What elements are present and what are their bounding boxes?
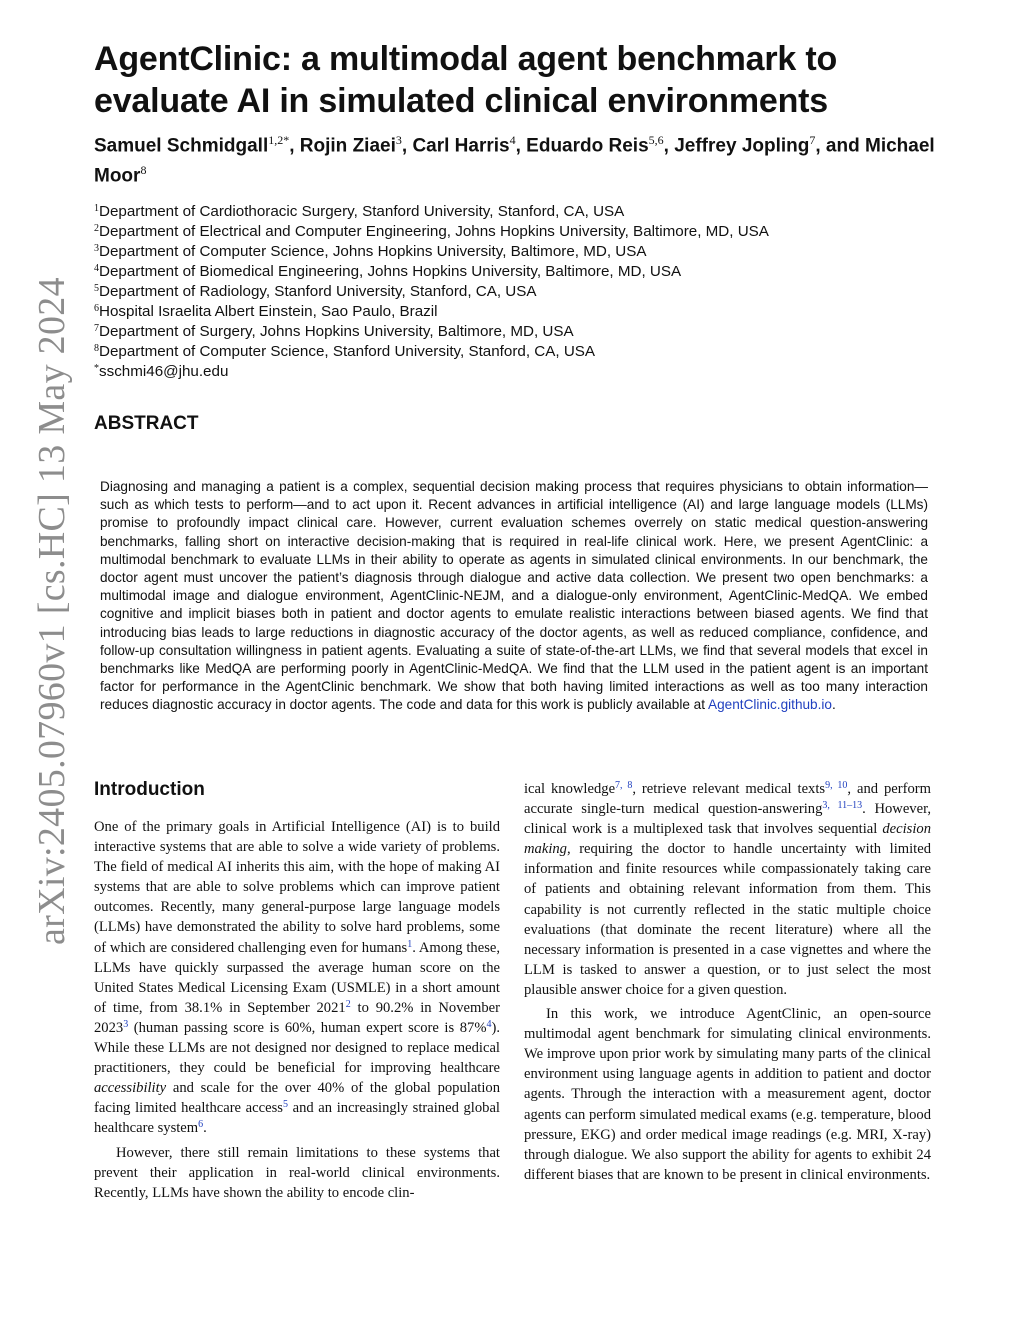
affiliation-item bbox=[94, 282, 954, 302]
text-run: to 90.2% in November 2023 bbox=[94, 999, 500, 1036]
text-run: , retrieve relevant medical texts bbox=[632, 781, 826, 797]
affiliation-text: Department of Computer Science, Johns Hopkins University, Baltimore, MD, USA bbox=[99, 243, 647, 260]
author-name: Eduardo Reis bbox=[526, 135, 649, 157]
author-name: Samuel Schmidgall bbox=[94, 135, 269, 157]
text-run: . bbox=[203, 1120, 207, 1137]
affiliation-text: Department of Cardiothoracic Surgery, Stanford University, Stanford, CA, USA bbox=[99, 203, 625, 220]
author-affiliation-mark: 8 bbox=[140, 163, 147, 178]
author-affiliation-mark: 3 bbox=[395, 133, 402, 147]
affiliation-item bbox=[94, 322, 954, 342]
author-separator: , bbox=[289, 135, 300, 157]
citation-link[interactable]: 6 bbox=[198, 1119, 204, 1131]
citation-link[interactable]: 3, 11–13 bbox=[822, 800, 863, 812]
body-paragraph bbox=[94, 817, 500, 1139]
affiliation-number: 6 bbox=[94, 303, 99, 314]
text-run: . Among these, LLMs have quickly surpassed the average human score on the United States Medical Licensing Exam (USMLE) in a short amount of time, from 38.1% in September 2021 bbox=[94, 939, 500, 1016]
affiliation-number: 7 bbox=[94, 323, 99, 334]
author-separator: , bbox=[663, 135, 675, 157]
affiliation-text: Hospital Israelita Albert Einstein, Sao Paulo, Brazil bbox=[99, 303, 438, 320]
text-run: ). While these LLMs are not designed nor designed to replace medical practitioners, they could be beneficial for improving healthcare bbox=[94, 1019, 500, 1077]
affiliation-item bbox=[94, 302, 954, 322]
affiliation-text: Department of Computer Science, Stanford University, Stanford, CA, USA bbox=[99, 343, 596, 360]
affiliation-text: sschmi46@jhu.edu bbox=[99, 363, 229, 380]
affiliation-item bbox=[94, 202, 954, 222]
affiliation-item bbox=[94, 262, 954, 282]
affiliation-number: 1 bbox=[94, 203, 99, 214]
affiliation-text: Department of Biomedical Engineering, Johns Hopkins University, Baltimore, MD, USA bbox=[99, 263, 682, 280]
text-run: (human passing score is 60%, human expert score is 87% bbox=[128, 1019, 487, 1036]
affiliation-item bbox=[94, 362, 954, 382]
citation-link[interactable]: 7, 8 bbox=[615, 780, 633, 791]
affiliation-item bbox=[94, 222, 954, 242]
text-run: One of the primary goals in Artificial Intelligence (AI) is to build interactive systems that are able to solve a wide variety of problems. The field of medical AI inherits this aim, with the hope of making AI systems that are able to solve problems which can improve patient outcomes. Recently, many general-purpose large language models (LLMs) have demonstrated the ability to solve hard problems, some of which are considered challenging even for humans bbox=[94, 819, 500, 956]
emphasis-text: decision making bbox=[524, 821, 931, 858]
author-name: Jeffrey Jopling bbox=[674, 135, 810, 157]
citation-link[interactable]: 4 bbox=[486, 1018, 492, 1030]
affiliation-number: 8 bbox=[94, 343, 99, 354]
citation-link[interactable]: 5 bbox=[282, 1099, 288, 1111]
author-list bbox=[94, 128, 954, 189]
text-run: and scale for the over 40% of the global population facing limited healthcare access bbox=[94, 1080, 500, 1117]
abstract-text bbox=[100, 478, 928, 715]
abstract-end: . bbox=[831, 697, 836, 713]
emphasis-text: accessibility bbox=[94, 1080, 167, 1097]
text-run: , and perform accurate single-turn medical question-answering bbox=[524, 781, 931, 818]
author-name: Michael Moor bbox=[94, 135, 935, 187]
author-affiliation-mark: 5,6 bbox=[648, 133, 664, 147]
body-paragraph bbox=[524, 1004, 931, 1185]
abstract-heading: ABSTRACT bbox=[94, 413, 199, 434]
body-paragraph bbox=[524, 779, 931, 1000]
text-run: ical knowledge bbox=[524, 781, 616, 797]
arxiv-identifier: arXiv:2405.07960v1 [cs.HC] 13 May 2024 bbox=[31, 277, 73, 945]
author-name: Rojin Ziaei bbox=[299, 135, 396, 157]
introduction-heading: Introduction bbox=[94, 779, 205, 800]
citation-link[interactable]: 9, 10 bbox=[825, 780, 848, 791]
body-paragraph bbox=[94, 1143, 500, 1203]
right-column bbox=[524, 779, 931, 1185]
title-line-2: evaluate AI in simulated clinical environments bbox=[94, 82, 829, 120]
text-run: . However, clinical work is a multiplexed task that involves sequential bbox=[524, 801, 931, 838]
affiliation-number: * bbox=[94, 363, 99, 374]
affiliation-number: 2 bbox=[94, 223, 99, 234]
project-link[interactable]: AgentClinic.github.io bbox=[708, 697, 832, 713]
author-separator: , bbox=[401, 135, 413, 157]
author-separator: , bbox=[515, 135, 527, 157]
text-run: , requiring the doctor to handle uncertainty with limited information and finite resources while compassionately taking care of patients and obtaining relevant information from them. This capability is not currently reflected in the static multiple choice evaluations (that dominate the recent literature) where all the necessary information is presented in a case vignettes and where the LLM is tasked to answer a question, or to just select the most plausible answer choice for a given question. bbox=[524, 841, 931, 998]
affiliation-number: 4 bbox=[94, 263, 99, 274]
title-line-1: AgentClinic: a multimodal agent benchmark to bbox=[94, 40, 838, 78]
affiliation-number: 5 bbox=[94, 283, 99, 294]
paper-title bbox=[94, 38, 954, 122]
text-run: In this work, we introduce AgentClinic, an open-source multimodal agent benchmark for simulating clinical environments. We improve upon prior work by simulating many parts of the clinical environment using language agents in addition to patient and doctor agents. Through the interaction with a measurement agent, doctor agents can perform simulated medical exams (e.g. temperature, blood pressure, EKG) and order medical image readings (e.g. MRI, X-ray) through dialogue. We also support the ability for agents to exhibit 24 different biases that are known to be present in clinical environments. bbox=[524, 1006, 931, 1183]
affiliation-number: 3 bbox=[94, 243, 99, 254]
affiliation-item bbox=[94, 242, 954, 262]
abstract-paragraph: Diagnosing and managing a patient is a complex, sequential decision making process that requires physicians to obtain information—such as which tests to perform—and to act upon it. Recent advances in artificial intelligence (AI) and large language models (LLMs) promise to profoundly impact clinical care. However, current evaluation schemes overrely on static medical question-answering benchmarks, falling short on interactive decision-making that is required in real-life clinical work. Here, we present AgentClinic: a multimodal benchmark to evaluate LLMs in their ability to operate as agents in simulated clinical environments. In our benchmark, the doctor agent must uncover the patient’s diagnosis through dialogue and active data collection. We present two open benchmarks: a multimodal image and dialogue environment, AgentClinic-NEJM, and a dialogue-only environment, AgentClinic-MedQA. We embed cognitive and implicit biases both in patient and doctor agents to emulate realistic interactions between biased agents. We find that introducing bias leads to large reductions in diagnostic accuracy of the doctor agents, as well as reduced compliance, confidence, and follow-up consultation willingness in patient agents. Evaluating a suite of state-of-the-art LLMs, we find that several models that excel in benchmarks like MedQA are performing poorly in AgentClinic-MedQA. We find that the LLM used in the patient agent is an important factor for performance in the AgentClinic benchmark. We show that both having limited interactions as well as too many interaction reduces diagnostic accuracy in doctor agents. The code and data for this work is publicly available at bbox=[100, 479, 928, 713]
author-separator: , and bbox=[815, 135, 865, 157]
affiliation-list bbox=[94, 202, 954, 382]
author-affiliation-mark: 4 bbox=[509, 133, 516, 147]
affiliation-text: Department of Surgery, Johns Hopkins University, Baltimore, MD, USA bbox=[99, 323, 574, 340]
author-name: Carl Harris bbox=[412, 135, 510, 157]
affiliation-item bbox=[94, 342, 954, 362]
author-affiliation-mark: 7 bbox=[809, 133, 816, 147]
citation-link[interactable]: 2 bbox=[345, 998, 351, 1010]
citation-link[interactable]: 3 bbox=[123, 1018, 129, 1030]
citation-link[interactable]: 1 bbox=[407, 938, 413, 950]
affiliation-text: Department of Electrical and Computer Engineering, Johns Hopkins University, Baltimore, MD, USA bbox=[99, 223, 769, 240]
text-run: and an increasingly strained global healthcare system bbox=[94, 1100, 500, 1137]
left-column bbox=[94, 817, 500, 1203]
affiliation-text: Department of Radiology, Stanford University, Stanford, CA, USA bbox=[99, 283, 537, 300]
text-run: However, there still remain limitations to these systems that prevent their application in real-world clinical environments. Recently, LLMs have shown the ability to encode clin- bbox=[94, 1144, 500, 1201]
author-affiliation-mark: 1,2* bbox=[268, 133, 290, 147]
